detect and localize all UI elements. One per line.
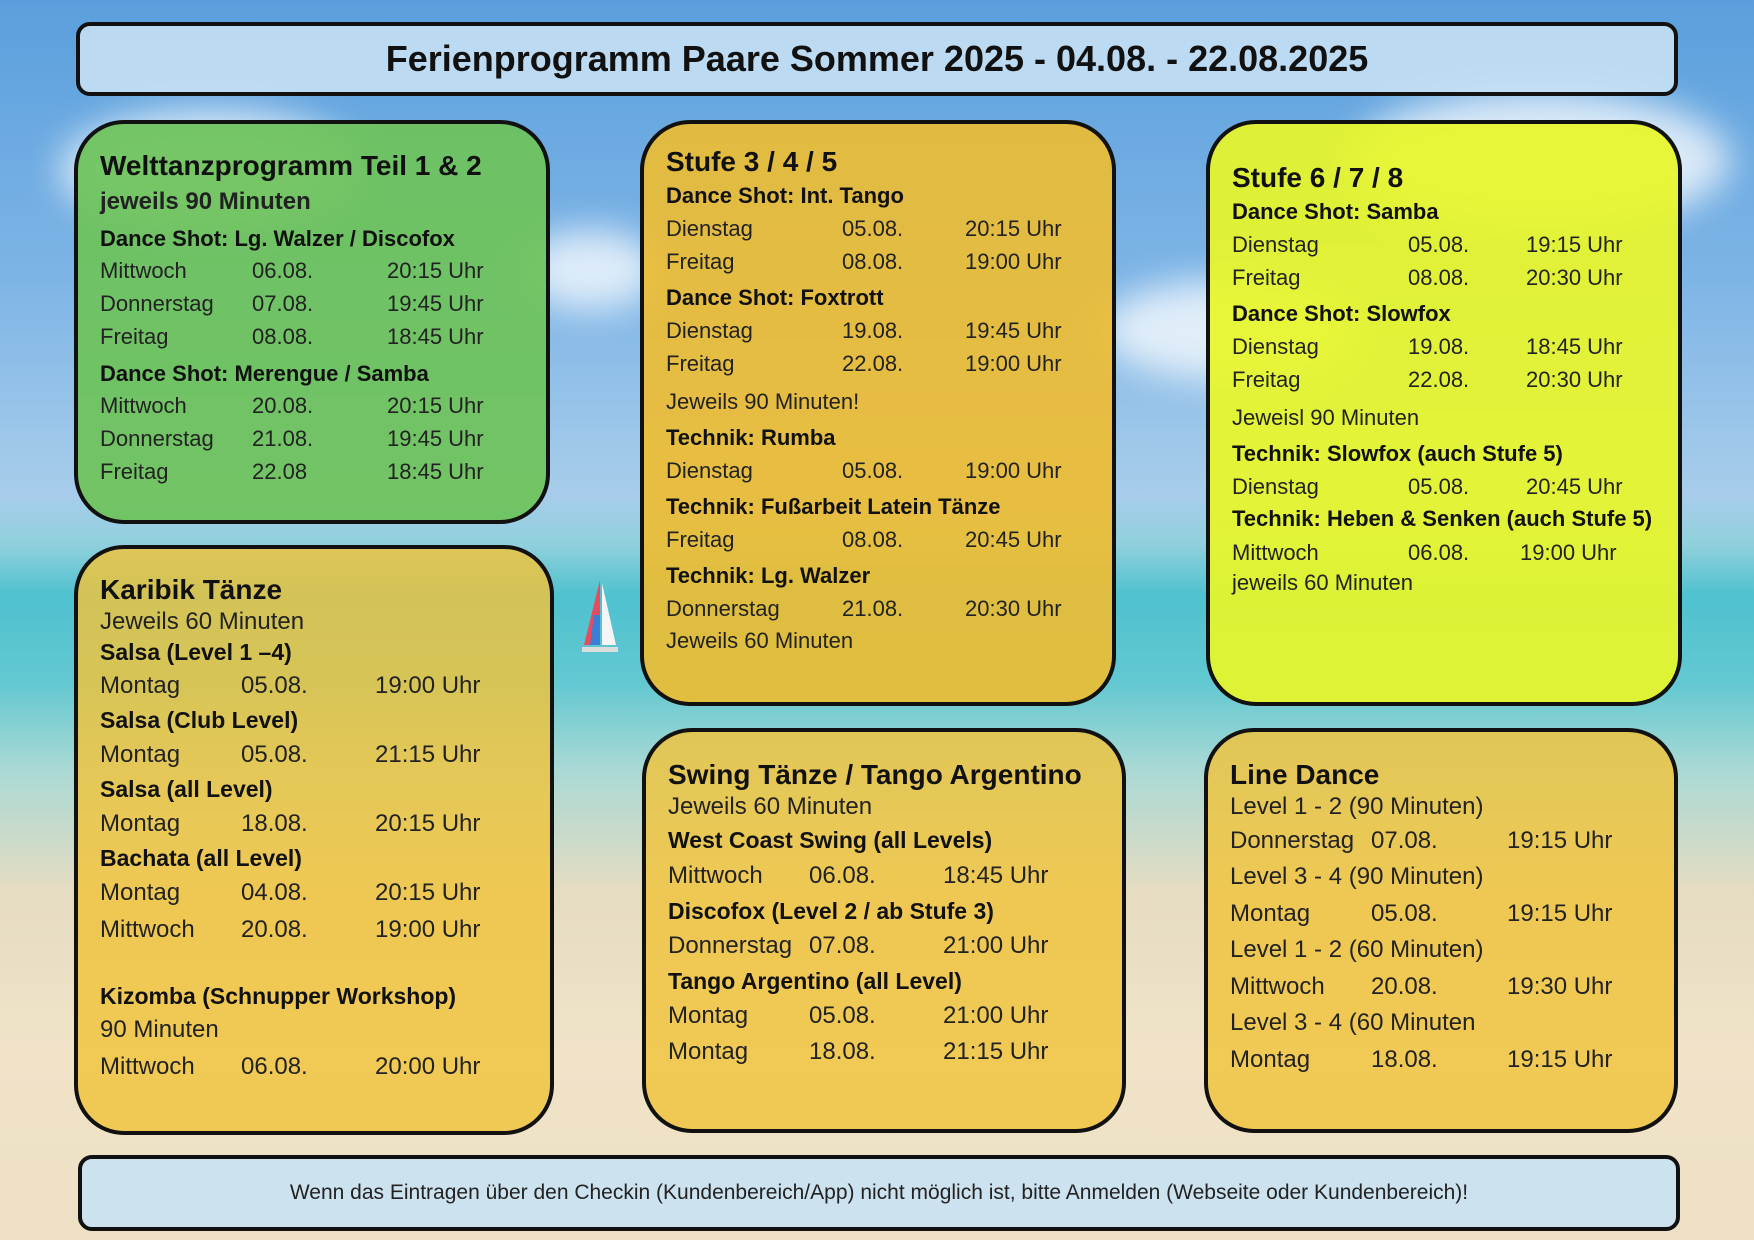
time-label: 19:15 Uhr [1507,900,1613,927]
date-label: 06.08. [241,1053,308,1080]
date-label: 21.08. [842,596,904,621]
schedule-row [100,1048,528,1085]
schedule-row [100,287,524,320]
date-label: 08.08. [842,527,904,552]
schedule-row [668,858,1100,894]
day-label: Mittwoch [100,916,195,943]
schedule-row [1232,261,1656,294]
date-label: 21.08. [252,426,314,451]
time-label: 20:30 Uhr [1526,265,1623,290]
level-heading: Level 1 - 2 (60 Minuten) [1230,936,1484,963]
time-label: 19:15 Uhr [1507,1046,1613,1073]
section-heading: Dance Shot: Merengue / Samba [100,361,429,386]
date-label: 07.08. [1371,827,1438,854]
level-heading: Level 3 - 4 (90 Minuten) [1230,863,1484,890]
karibik-title: Karibik Tänze [100,574,283,605]
section-heading: Bachata (all Level) [100,845,302,871]
duration-note: jeweils 60 Minuten [1232,570,1413,595]
day-label: Montag [100,741,181,768]
date-label: 18.08. [1371,1046,1438,1073]
section-heading: Technik: Fußarbeit Latein Tänze [666,494,1001,519]
date-label: 22.08. [842,351,904,376]
time-label: 20:30 Uhr [1526,367,1623,392]
day-label: Mittwoch [100,393,187,418]
level-heading: Level 1 - 2 (90 Minuten) [1230,793,1484,820]
time-label: 19:00 Uhr [1520,540,1617,565]
schedule-row [100,874,528,911]
date-label: 19.08. [842,318,904,343]
time-label: 19:45 Uhr [965,318,1062,343]
date-label: 06.08. [809,862,876,889]
date-label: 05.08. [1408,232,1470,257]
day-label: Montag [100,810,181,837]
linedance-title: Line Dance [1230,759,1380,790]
schedule-row [1232,228,1656,261]
karibik-content [100,573,528,1085]
swing-panel [642,728,1126,1133]
stufe678-panel [1206,120,1682,706]
schedule-row [1230,822,1652,859]
schedule-row [1232,363,1656,396]
day-label: Mittwoch [668,862,763,889]
day-label: Montag [100,672,181,699]
day-label: Mittwoch [1230,973,1325,1000]
time-label: 20:15 Uhr [387,393,484,418]
time-label: 18:45 Uhr [387,459,484,484]
time-label: 19:45 Uhr [387,426,484,451]
swing-content [668,758,1100,1070]
date-label: 07.08. [809,932,876,959]
day-label: Donnerstag [668,932,793,959]
date-label: 18.08. [809,1038,876,1065]
schedule-row [666,245,1090,278]
section-heading: Dance Shot: Foxtrott [666,285,884,310]
section-heading: Dance Shot: Samba [1232,199,1439,224]
stufe345-title: Stufe 3 / 4 / 5 [666,146,838,177]
date-label: 08.08. [842,249,904,274]
welttanz-sections [100,224,524,488]
date-label: 05.08. [809,1002,876,1029]
day-label: Donnerstag [100,291,214,316]
schedule-row [100,805,528,842]
karibik-panel [74,545,554,1135]
schedule-row [1230,968,1652,1005]
schedule-row [666,592,1090,625]
day-label: Dienstag [1232,232,1319,257]
day-label: Freitag [100,459,169,484]
section-heading: Salsa (Club Level) [100,707,299,733]
duration-note: Jeweils 90 Minuten! [666,389,860,414]
day-label: Dienstag [666,458,753,483]
day-label: Mittwoch [100,1053,195,1080]
date-label: 07.08. [252,291,314,316]
section-heading: Technik: Heben & Senken (auch Stufe 5) [1232,506,1653,531]
date-label: 05.08. [1408,474,1470,499]
date-label: 05.08. [842,458,904,483]
time-label: 21:15 Uhr [943,1038,1049,1065]
time-label: 20:45 Uhr [1526,474,1623,499]
section-heading: Kizomba (Schnupper Workshop) [100,983,457,1009]
day-label: Dienstag [666,216,753,241]
date-label: 20.08. [241,916,308,943]
day-label: Montag [1230,1046,1311,1073]
section-heading: Technik: Rumba [666,425,836,450]
day-label: Donnerstag [666,596,780,621]
time-label: 18:45 Uhr [387,324,484,349]
date-label: 04.08. [241,879,308,906]
date-label: 05.08. [241,741,308,768]
schedule-row [666,314,1090,347]
date-label: 05.08. [241,672,308,699]
schedule-row [100,736,528,773]
time-label: 20:00 Uhr [375,1053,481,1080]
time-label: 20:15 Uhr [375,810,481,837]
swing-subtitle: Jeweils 60 Minuten [668,793,873,820]
schedule-row [666,347,1090,380]
section-heading: Technik: Slowfox (auch Stufe 5) [1232,441,1563,466]
date-label: 22.08. [1408,367,1470,392]
section-heading: Tango Argentino (all Level) [668,968,962,994]
date-label: 05.08. [842,216,904,241]
stufe678-title: Stufe 6 / 7 / 8 [1232,162,1404,193]
schedule-row [100,667,528,704]
day-label: Freitag [666,527,735,552]
date-label: 08.08. [252,324,314,349]
date-label: 22.08 [252,459,308,484]
day-label: Freitag [666,351,735,376]
stufe345-content [666,144,1090,657]
day-label: Freitag [1232,265,1301,290]
schedule-row [100,455,524,488]
time-label: 19:45 Uhr [387,291,484,316]
time-label: 19:30 Uhr [1507,973,1613,1000]
section-heading: West Coast Swing (all Levels) [668,827,993,853]
schedule-row [1232,470,1656,503]
time-label: 20:15 Uhr [387,258,484,283]
time-label: 19:15 Uhr [1526,232,1623,257]
linedance-panel [1204,728,1678,1133]
time-label: 19:00 Uhr [965,351,1062,376]
time-label: 19:00 Uhr [965,458,1062,483]
time-label: 18:45 Uhr [1526,334,1623,359]
time-label: 18:45 Uhr [943,862,1049,889]
schedule-row [668,928,1100,964]
section-heading: Salsa (Level 1 –4) [100,639,292,665]
day-label: Montag [668,1038,749,1065]
time-label: 21:15 Uhr [375,741,481,768]
section-heading: Dance Shot: Int. Tango [666,183,904,208]
date-label: 06.08. [1408,540,1470,565]
karibik-subtitle: Jeweils 60 Minuten [100,608,305,635]
schedule-row [100,389,524,422]
page-footer [78,1155,1680,1231]
time-label: 19:00 Uhr [375,916,481,943]
schedule-row [100,254,524,287]
date-label: 19.08. [1408,334,1470,359]
schedule-row [666,212,1090,245]
schedule-row [668,1034,1100,1070]
page-header [76,22,1678,96]
schedule-row [100,422,524,455]
schedule-row [668,998,1100,1034]
schedule-row [1232,330,1656,363]
time-label: 19:00 Uhr [375,672,481,699]
welttanz-panel [74,120,550,524]
day-label: Mittwoch [100,258,187,283]
section-heading: Discofox (Level 2 / ab Stufe 3) [668,898,994,924]
stufe345-panel [640,120,1116,706]
page-title: Ferienprogramm Paare Sommer 2025 - 04.08. - 22.08.2025 [385,38,1369,79]
schedule-row [100,911,528,948]
day-label: Montag [100,879,181,906]
day-label: Montag [1230,900,1311,927]
day-label: Dienstag [1232,474,1319,499]
date-label: 20.08. [252,393,314,418]
time-label: 20:15 Uhr [965,216,1062,241]
section-heading: Salsa (all Level) [100,776,273,802]
day-label: Freitag [1232,367,1301,392]
duration-note: Jeweils 60 Minuten [666,628,854,653]
time-label: 21:00 Uhr [943,932,1049,959]
time-label: 19:15 Uhr [1507,827,1613,854]
schedule-row [1230,1041,1652,1078]
day-label: Donnerstag [1230,827,1355,854]
section-heading: Dance Shot: Lg. Walzer / Discofox [100,226,455,251]
schedule-row [100,320,524,353]
date-label: 08.08. [1408,265,1470,290]
schedule-row [1232,535,1656,571]
swing-title: Swing Tänze / Tango Argentino [668,759,1082,790]
day-label: Freitag [100,324,169,349]
time-label: 20:15 Uhr [375,879,481,906]
duration-note: 90 Minuten [100,1016,219,1043]
time-label: 20:45 Uhr [965,527,1062,552]
welttanz-subtitle: jeweils 90 Minuten [100,188,311,215]
welttanz-title: Welttanzprogramm Teil 1 & 2 [100,150,482,181]
sailboat-icon [580,575,620,665]
date-label: 05.08. [1371,900,1438,927]
duration-note: Jeweisl 90 Minuten [1232,405,1420,430]
day-label: Dienstag [666,318,753,343]
schedule-row [1230,895,1652,932]
date-label: 18.08. [241,810,308,837]
day-label: Dienstag [1232,334,1319,359]
day-label: Mittwoch [1232,540,1319,565]
level-heading: Level 3 - 4 (60 Minuten [1230,1009,1476,1036]
section-heading: Technik: Lg. Walzer [666,563,871,588]
stufe678-content [1232,160,1656,595]
section-heading: Dance Shot: Slowfox [1232,301,1451,326]
time-label: 19:00 Uhr [965,249,1062,274]
schedule-row [666,454,1090,487]
time-label: 20:30 Uhr [965,596,1062,621]
footer-note: Wenn das Eintragen über den Checkin (Kundenbereich/App) nicht möglich ist, bitte Anmelden (Webseite oder Kundenbereich)! [289,1181,1469,1204]
schedule-row [666,523,1090,556]
day-label: Freitag [666,249,735,274]
linedance-content [1230,758,1652,1078]
day-label: Donnerstag [100,426,214,451]
time-label: 21:00 Uhr [943,1002,1049,1029]
date-label: 06.08. [252,258,314,283]
date-label: 20.08. [1371,973,1438,1000]
day-label: Montag [668,1002,749,1029]
